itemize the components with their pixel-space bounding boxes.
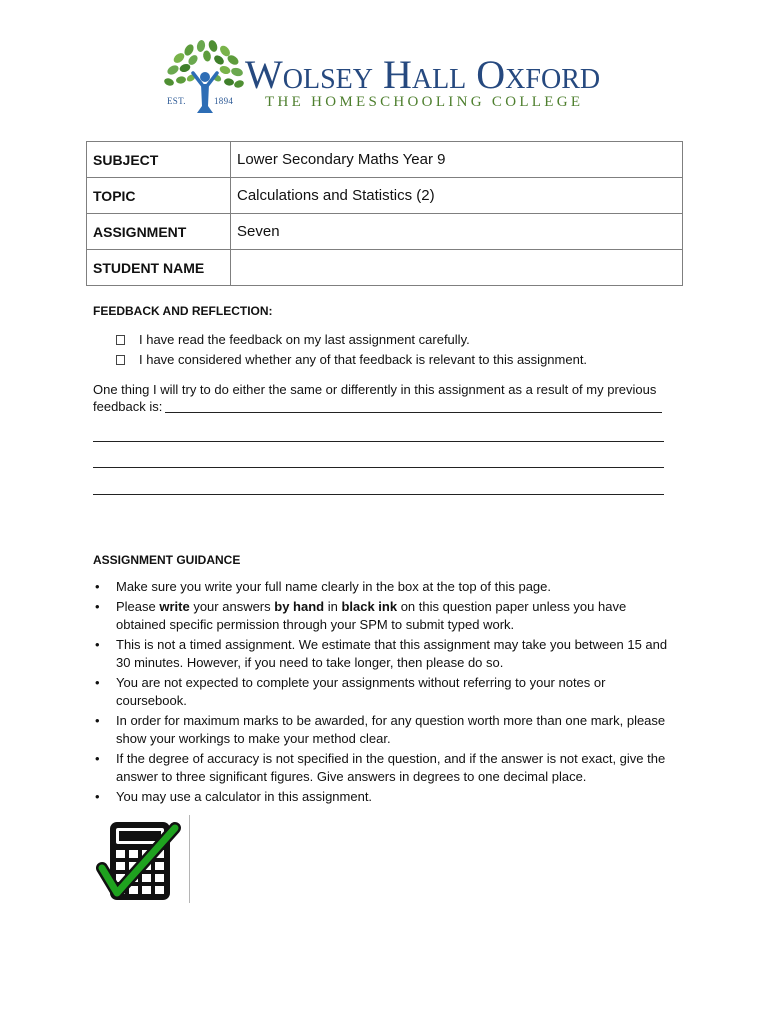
checklist-item [116, 330, 676, 350]
info-row-student-name [87, 250, 683, 286]
guidance-text: In order for maximum marks to be awarded, for any question worth more than one mark, please show your workings to make your method clear. [116, 713, 666, 746]
established-year: 1894 [214, 96, 234, 106]
guidance-text: in [324, 599, 342, 614]
divider-line [189, 815, 190, 903]
checklist-label: I have read the feedback on my last assignment carefully. [139, 332, 470, 347]
guidance-text: your answers [189, 599, 275, 614]
checklist-label: I have considered whether any of that feedback is relevant to this assignment. [139, 352, 588, 367]
guidance-heading: ASSIGNMENT GUIDANCE [93, 553, 241, 567]
subject-value: Lower Secondary Maths Year 9 [231, 142, 683, 178]
feedback-prompt-text: One thing I will try to do either the same or differently in this assignment as a result of my previous feedback is: [93, 382, 657, 414]
assignment-info-table [86, 141, 683, 286]
topic-label: TOPIC [87, 178, 231, 214]
assignment-label: ASSIGNMENT [87, 214, 231, 250]
answer-line[interactable] [93, 441, 664, 442]
checklist-item [116, 350, 676, 370]
bullet-icon [95, 712, 100, 730]
guidance-text: If the degree of accuracy is not specified in the question, and if the answer is not exact, give the answer to three significant figures. Give answers in degrees to one decimal place. [116, 751, 666, 784]
guidance-list [93, 578, 678, 808]
guidance-text: Please [116, 599, 160, 614]
topic-value: Calculations and Statistics (2) [231, 178, 683, 214]
guidance-text: You may use a calculator in this assignment. [116, 789, 373, 804]
guidance-item [93, 636, 678, 672]
answer-line[interactable] [93, 494, 664, 495]
emphasis-text: write [159, 599, 190, 614]
feedback-checklist [116, 330, 676, 370]
established-label: EST. [167, 96, 186, 106]
info-row-topic [87, 178, 683, 214]
person-figure [193, 72, 217, 113]
guidance-item [93, 712, 678, 748]
bullet-icon [95, 598, 100, 616]
answer-line[interactable] [165, 400, 662, 413]
emphasis-text: by hand [274, 599, 325, 614]
guidance-text: This is not a timed assignment. We estimate that this assignment may take you between 15 and 30 minutes. However, if you need to take longer, then please do so. [116, 637, 668, 670]
answer-line[interactable] [93, 467, 664, 468]
guidance-item [93, 578, 678, 596]
feedback-prompt [93, 381, 668, 415]
guidance-item [93, 674, 678, 710]
guidance-text: Make sure you write your full name clearly in the box at the top of this page. [116, 579, 552, 594]
bullet-icon [95, 674, 100, 692]
brand-tagline: THE HOMESCHOOLING COLLEGE [265, 94, 584, 110]
brand-name: Wolsey Hall Oxford [245, 52, 601, 97]
checkbox-icon[interactable] [116, 355, 125, 365]
guidance-item [93, 750, 678, 786]
guidance-item [93, 788, 678, 806]
student-name-label: STUDENT NAME [87, 250, 231, 286]
info-row-assignment [87, 214, 683, 250]
calculator-with-checkmark-icon [96, 816, 182, 904]
guidance-item [93, 598, 678, 634]
feedback-heading: FEEDBACK AND REFLECTION: [93, 304, 273, 318]
info-row-subject [87, 142, 683, 178]
bullet-icon [95, 750, 100, 768]
bullet-icon [95, 788, 100, 806]
guidance-text: You are not expected to complete your assignments without referring to your notes or coursebook. [116, 675, 606, 708]
bullet-icon [95, 578, 100, 596]
guidance-text: on this question paper unless you have obtained specific permission through your SPM to submit typed work. [116, 599, 627, 632]
student-name-field[interactable] [231, 250, 683, 286]
subject-label: SUBJECT [87, 142, 231, 178]
checkbox-icon[interactable] [116, 335, 125, 345]
emphasis-text: black ink [341, 599, 398, 614]
assignment-value: Seven [231, 214, 683, 250]
bullet-icon [95, 636, 100, 654]
